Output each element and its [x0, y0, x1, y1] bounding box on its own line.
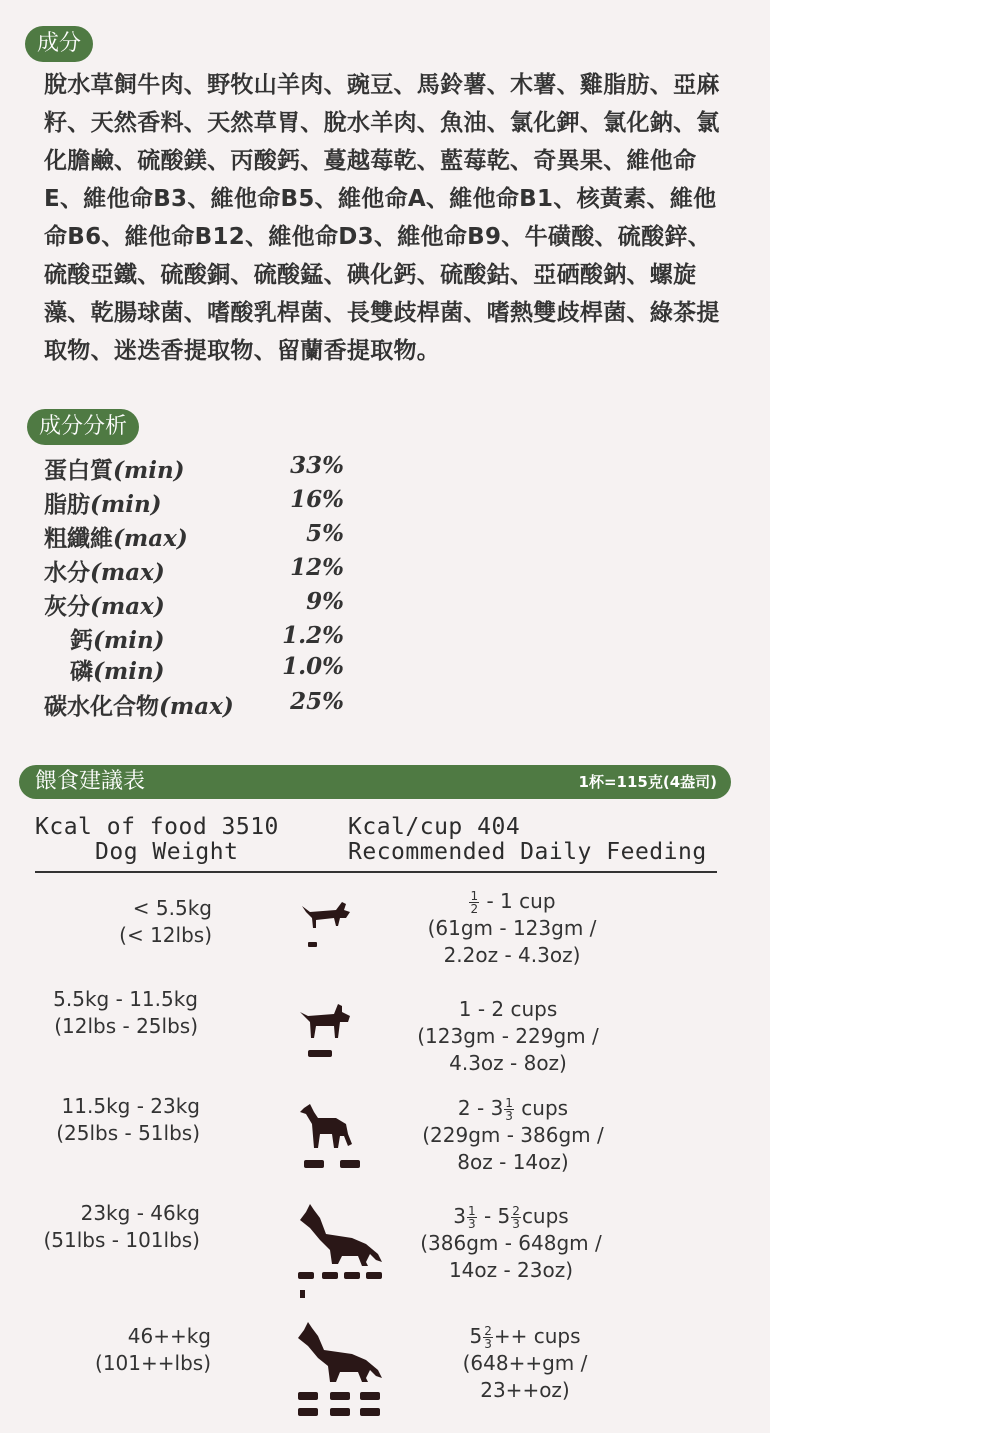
- nutrient-value: 16%: [290, 486, 344, 513]
- nutrient-qualifier: (min): [93, 627, 165, 654]
- nutrient-value: 9%: [306, 588, 344, 615]
- nutrient-qualifier: (max): [159, 693, 234, 720]
- weight-range: [56, 1093, 200, 1147]
- weight-range: [53, 986, 198, 1040]
- analysis-row: [44, 486, 344, 520]
- feeding-amount: [425, 1323, 625, 1404]
- small-dog-icon: [296, 896, 356, 954]
- feeding-amount: [412, 888, 612, 969]
- feeding-amount: [408, 996, 608, 1077]
- nutrient-qualifier: (max): [90, 593, 165, 620]
- weight-kg: 5.5kg - 11.5kg: [53, 987, 198, 1011]
- nutrient-qualifier: (min): [93, 658, 165, 685]
- analysis-row: [44, 520, 344, 554]
- analysis-row: [44, 554, 344, 588]
- ounces-amount: 14oz - 23oz): [448, 1258, 574, 1282]
- cups-amount: 5 $\frac{2}{3}$ ++ cups: [469, 1324, 581, 1351]
- analysis-row: [44, 452, 344, 486]
- extra-large-dog-icon: [294, 1320, 390, 1426]
- kcal-of-food: Kcal of food 3510: [35, 814, 279, 840]
- nutrient-qualifier: (max): [113, 525, 188, 552]
- cups-amount: 3 $\frac{1}{3}$ - 5 $\frac{2}{3}$ cups: [453, 1204, 569, 1231]
- small-medium-dog-icon: [296, 998, 358, 1064]
- nutrient-name: 碳水化合物: [44, 694, 159, 720]
- ounces-amount: 2.2oz - 4.3oz): [443, 943, 581, 967]
- nutrient-qualifier: (min): [90, 491, 162, 518]
- cups-amount: $\frac{1}{2}$ - 1 cup: [470, 889, 556, 916]
- recommended-feeding-header: Recommended Daily Feeding: [348, 839, 707, 865]
- nutrient-name: 粗纖維: [44, 526, 113, 552]
- nutrient-name: 水分: [44, 560, 90, 586]
- kcal-per-cup: Kcal/cup 404: [348, 814, 521, 840]
- grams-amount: (123gm - 229gm /: [417, 1024, 599, 1048]
- weight-kg: 23kg - 46kg: [80, 1201, 200, 1225]
- analysis-row: [44, 688, 344, 722]
- weight-kg: 11.5kg - 23kg: [61, 1094, 200, 1118]
- fraction-two-thirds: $\frac{2}{3}$: [512, 1204, 520, 1231]
- nutrient-value: 33%: [290, 452, 344, 479]
- weight-range: [95, 1323, 211, 1377]
- weight-kg: 46++kg: [127, 1324, 211, 1348]
- nutrient-name: 灰分: [44, 594, 90, 620]
- ounces-amount: 23++oz): [480, 1378, 570, 1402]
- weight-range: [43, 1200, 200, 1254]
- weight-lbs: (51lbs - 101lbs): [43, 1228, 200, 1252]
- feeding-amount: [406, 1203, 616, 1284]
- feeding-title: 餵食建議表: [35, 769, 146, 794]
- ounces-amount: 8oz - 14oz): [457, 1150, 569, 1174]
- analysis-row: [44, 653, 344, 687]
- analysis-title-badge: 成分分析: [27, 409, 139, 445]
- weight-lbs: (< 12lbs): [119, 923, 212, 947]
- fraction-third: $\frac{1}{3}$: [467, 1204, 476, 1231]
- fraction-half: $\frac{1}{2}$: [470, 889, 479, 916]
- nutrient-value: 12%: [290, 554, 344, 581]
- grams-amount: (648++gm /: [462, 1351, 588, 1375]
- cups-amount: 2 - 3 $\frac{1}{3}$ cups: [457, 1096, 569, 1123]
- medium-dog-icon: [296, 1100, 368, 1172]
- fraction-two-thirds: $\frac{2}{3}$: [484, 1324, 492, 1351]
- weight-range: [119, 895, 212, 949]
- cups-amount: 1 - 2 cups: [458, 997, 558, 1021]
- nutrient-value: 25%: [290, 688, 344, 715]
- weight-lbs: (12lbs - 25lbs): [54, 1014, 198, 1038]
- nutrient-value: 1.0%: [282, 653, 344, 680]
- large-dog-icon: [296, 1200, 392, 1302]
- grams-amount: (61gm - 123gm /: [427, 916, 597, 940]
- nutrient-name: 脂肪: [44, 492, 90, 518]
- nutrient-name: 磷: [70, 659, 93, 685]
- analysis-row: [44, 622, 344, 656]
- dog-weight-header: Dog Weight: [95, 839, 239, 865]
- weight-lbs: (101++lbs): [95, 1351, 211, 1375]
- grams-amount: (386gm - 648gm /: [420, 1231, 602, 1255]
- ingredients-title-badge: 成分: [25, 26, 93, 62]
- cup-conversion-note: 1杯=115克(4盎司): [578, 773, 717, 791]
- ingredients-text: 脫水草飼牛肉、野牧山羊肉、豌豆、馬鈴薯、木薯、雞脂肪、亞麻籽、天然香料、天然草胃、脫水羊肉、魚油、氯化鉀、氯化鈉、氯化膽鹼、硫酸鎂、丙酸鈣、蔓越莓乾、藍莓乾、奇異果、維他命E、維他命B3、維他命B5、維他命A、維他命B1、核黃素、維他命B6、維他命B12、維他命D3、維他命B9、牛磺酸、硫酸鋅、硫酸亞鐵、硫酸銅、硫酸錳、碘化鈣、硫酸鈷、亞硒酸鈉、螺旋藻、乾腸球菌、嗜酸乳桿菌、長雙歧桿菌、嗜熱雙歧桿菌、綠茶提取物、迷迭香提取物、留蘭香提取物。: [44, 72, 720, 364]
- grams-amount: (229gm - 386gm /: [422, 1123, 604, 1147]
- nutrient-value: 1.2%: [282, 622, 344, 649]
- nutrient-qualifier: (max): [90, 559, 165, 586]
- feeding-amount: [408, 1095, 618, 1176]
- feeding-guide-bar: [19, 765, 731, 799]
- nutrient-name: 蛋白質: [44, 458, 113, 484]
- fraction-third: $\frac{1}{3}$: [505, 1096, 513, 1123]
- nutrient-qualifier: (min): [113, 457, 185, 484]
- nutrient-value: 5%: [306, 520, 344, 547]
- nutrient-name: 鈣: [70, 628, 93, 654]
- weight-kg: < 5.5kg: [132, 896, 212, 920]
- header-divider: [35, 871, 717, 873]
- analysis-row: [44, 588, 344, 622]
- ounces-amount: 4.3oz - 8oz): [449, 1051, 567, 1075]
- weight-lbs: (25lbs - 51lbs): [56, 1121, 200, 1145]
